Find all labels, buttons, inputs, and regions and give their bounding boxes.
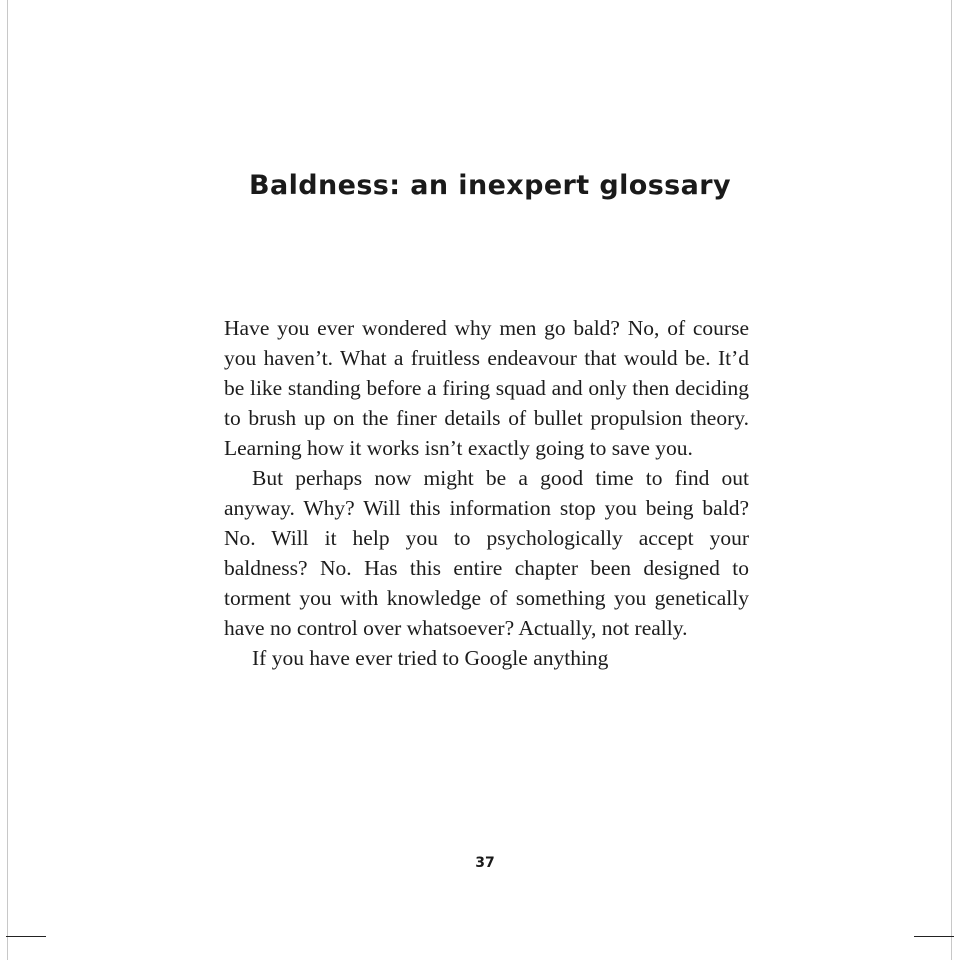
paragraph-3: If you have ever tried to Google anything	[252, 646, 609, 670]
page-number: 37	[475, 855, 495, 871]
crop-mark-left	[6, 936, 46, 937]
page-edge-left	[7, 0, 8, 960]
paragraph-1: Have you ever wondered why men go bald? No, of course you haven’t. What a fruitless endeavour that would be. It’d be like standing before a firing squad and only then deciding to brush up on the finer details of bullet propulsion theory. Learning how it works isn’t exactly going to save you.	[224, 316, 749, 460]
chapter-title: Baldness: an inexpert glossary	[249, 170, 731, 201]
chapter-body	[224, 313, 749, 673]
paragraph-2: But perhaps now might be a good time to find out anyway. Why? Will this information stop you being bald? No. Will it help you to psychologically accept your baldness? No. Has this entire chapter been designed to torment you with knowledge of something you genetically have no control over whatsoever? Actually, not really.	[224, 466, 749, 640]
crop-mark-right	[914, 936, 954, 937]
page-edge-right	[951, 0, 952, 960]
